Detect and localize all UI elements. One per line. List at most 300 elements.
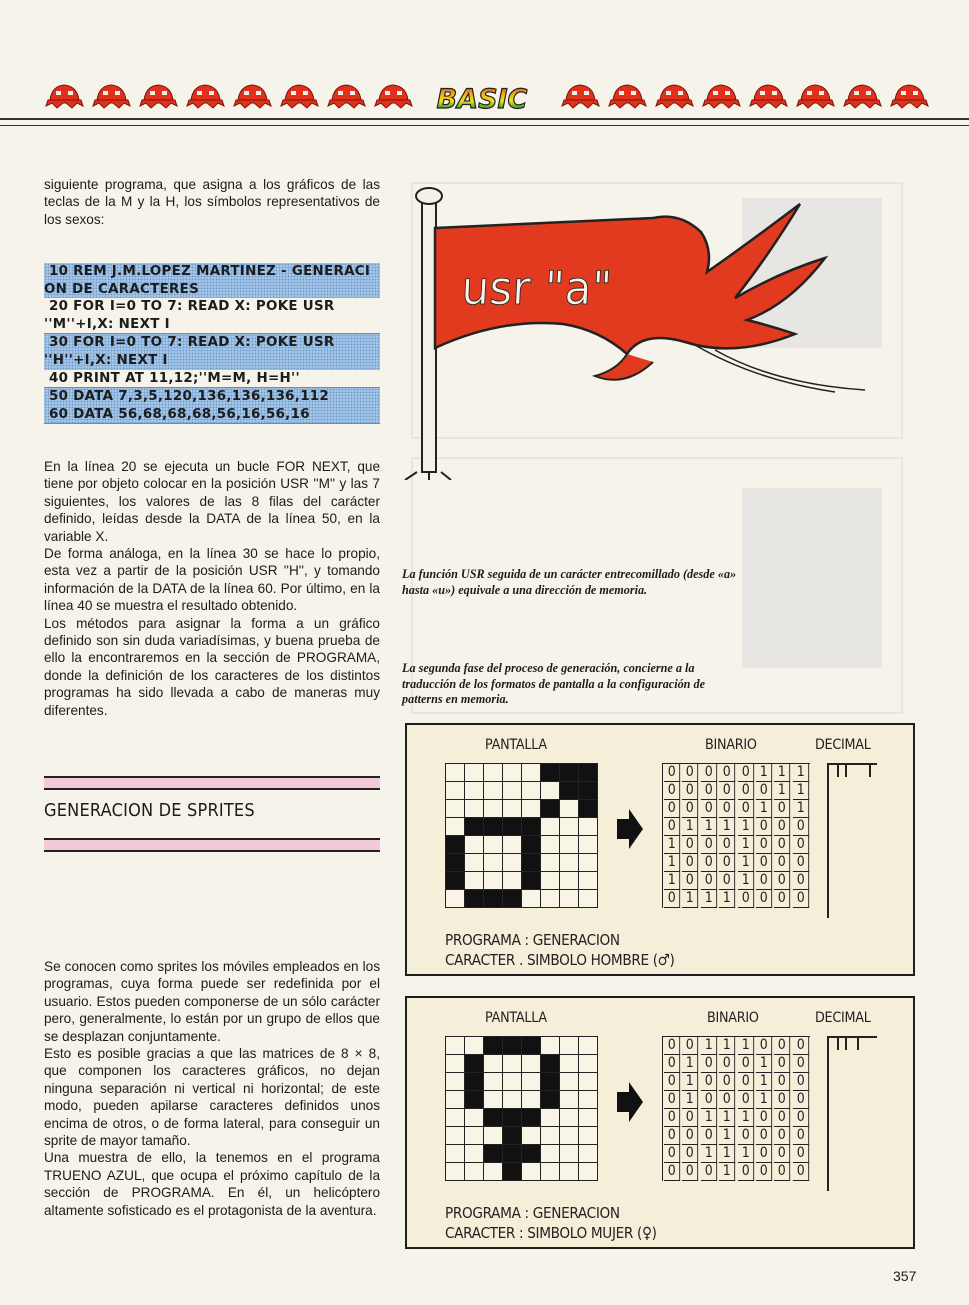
binary-digit: 0	[774, 1109, 791, 1127]
binary-digit: 1	[682, 818, 699, 836]
code-line: 60 DATA 56,68,68,68,56,16,56,16	[44, 406, 380, 424]
binary-digit: 0	[682, 800, 699, 818]
binary-digit: 0	[682, 782, 699, 800]
pixel-cell	[579, 1109, 598, 1127]
pixel-cell	[484, 890, 503, 908]
binary-digit: 1	[719, 818, 736, 836]
pixel-cell	[465, 1037, 484, 1055]
binary-digit: 0	[682, 1109, 699, 1127]
pixel-cell	[465, 818, 484, 836]
binary-digit: 0	[664, 800, 681, 818]
pixel-cell	[484, 1073, 503, 1091]
pixel-cell	[522, 1127, 541, 1145]
binary-digit: 1	[682, 1073, 699, 1091]
paragraph-sprites: Se conocen como sprites los móviles empleados en los programas, cuya forma puede ser redefinida por el usuario. Estos pueden componerse de un sólo carácter pero, generalmente, lo están por un grupo de ellos que se desplazan conjuntamente.	[44, 959, 380, 1044]
pixel-cell	[579, 1127, 598, 1145]
pixel-cell	[560, 1127, 579, 1145]
binary-digit: 0	[774, 800, 791, 818]
pixel-cell	[579, 1163, 598, 1181]
code-listing	[44, 263, 380, 424]
paragraph-line-30: De forma análoga, en la línea 30 se hace lo propio, esta vez a partir de la posición USR ''H'', y tomando información de la DATA de la línea 60. Por último, en la línea 40 se muestra el resultado obtenido.	[44, 546, 380, 614]
pixel-cell	[465, 800, 484, 818]
binary-digit: 0	[701, 872, 718, 890]
section-title: GENERACION DE SPRITES	[44, 800, 255, 821]
binary-digit: 1	[737, 872, 754, 890]
binary-digit: 0	[664, 1073, 681, 1091]
pixel-cell	[522, 764, 541, 782]
binary-digit: 0	[664, 818, 681, 836]
paragraph-matrices: Esto es posible gracias a que las matrices de 8 × 8, que componen los caracteres gráficos, no dejan ninguna separación ni vertical ni horizontal; de este modo, pueden apilarse caracteres definidos unos encima de otros, o de forma lateral, para conseguir un sprite de mayor tamaño.	[44, 1046, 380, 1149]
panel-simbolo-mujer	[405, 996, 915, 1249]
decimal-heading: DECIMAL	[815, 737, 871, 753]
binary-digit: 0	[682, 1145, 699, 1163]
pixel-cell	[503, 1037, 522, 1055]
binary-digit: 0	[701, 854, 718, 872]
pixel-cell	[560, 800, 579, 818]
paragraph-trueno-azul: Una muestra de ello, la tenemos en el programa TRUENO AZUL, que ocupa el próximo capítulo de la sección de PROGRAMA. En él, un helicóptero altamente sofisticado es el protagonista de la aventura.	[44, 1150, 380, 1218]
pixel-cell	[484, 836, 503, 854]
binary-digit: 0	[737, 764, 754, 782]
pixel-cell	[446, 764, 465, 782]
binary-digit: 1	[719, 890, 736, 908]
binary-digit: 1	[664, 836, 681, 854]
binary-digit: 1	[701, 1037, 718, 1055]
header-rule-top	[0, 118, 969, 120]
pixel-cell	[541, 1091, 560, 1109]
binary-digit: 0	[701, 1055, 718, 1073]
binary-digit: 0	[793, 1073, 810, 1091]
pixel-cell	[579, 1145, 598, 1163]
pixel-cell	[503, 800, 522, 818]
binary-digit: 0	[719, 1091, 736, 1109]
pixel-cell	[503, 872, 522, 890]
binary-digit: 0	[737, 890, 754, 908]
binary-digit: 0	[774, 872, 791, 890]
binary-digit: 0	[664, 782, 681, 800]
binary-digit: 1	[682, 1091, 699, 1109]
binary-digit: 0	[793, 1127, 810, 1145]
binary-digit: 0	[719, 782, 736, 800]
binary-digit: 1	[756, 800, 773, 818]
pixel-cell	[579, 1091, 598, 1109]
invader-icon	[138, 80, 179, 110]
binary-digit: 1	[719, 1163, 736, 1181]
binary-digit: 0	[774, 1037, 791, 1055]
binary-digit: 0	[774, 1055, 791, 1073]
binary-digit: 0	[756, 1109, 773, 1127]
pixel-cell	[446, 890, 465, 908]
pixel-cell	[446, 818, 465, 836]
pixel-cell	[541, 800, 560, 818]
binary-digit: 1	[737, 836, 754, 854]
binary-digit: 0	[756, 1127, 773, 1145]
pantalla-heading: PANTALLA	[485, 737, 547, 753]
pixel-cell	[465, 1145, 484, 1163]
pixel-cell	[503, 764, 522, 782]
page-header	[0, 0, 969, 135]
pixel-cell	[522, 1055, 541, 1073]
binary-digit: 0	[664, 1109, 681, 1127]
binary-digit: 0	[719, 872, 736, 890]
pixel-cell	[579, 890, 598, 908]
pixel-cell	[446, 1109, 465, 1127]
basic-logo-text: BASIC	[436, 84, 528, 114]
binary-digit: 0	[701, 1127, 718, 1145]
pixel-cell	[522, 836, 541, 854]
pixel-cell	[503, 1163, 522, 1181]
pixel-cell	[560, 854, 579, 872]
binary-digit: 0	[774, 1127, 791, 1145]
pixel-cell	[465, 1127, 484, 1145]
pixel-cell	[465, 782, 484, 800]
pantalla-heading: PANTALLA	[485, 1010, 547, 1026]
binary-digit: 0	[774, 1091, 791, 1109]
invader-icon	[701, 80, 742, 110]
pixel-cell	[446, 1073, 465, 1091]
binary-digit: 0	[774, 1073, 791, 1091]
decimal-heading: DECIMAL	[815, 1010, 871, 1026]
binary-digit: 1	[737, 1037, 754, 1055]
binary-digit: 1	[756, 764, 773, 782]
pixel-cell	[446, 1055, 465, 1073]
pixel-cell	[484, 872, 503, 890]
pixel-cell	[465, 854, 484, 872]
binary-digit: 0	[719, 836, 736, 854]
pixel-cell	[560, 1163, 579, 1181]
pantalla-grid	[445, 1036, 598, 1181]
pixel-cell	[484, 782, 503, 800]
pixel-cell	[503, 1055, 522, 1073]
basic-logo	[432, 82, 532, 114]
pixel-cell	[503, 836, 522, 854]
pixel-cell	[503, 782, 522, 800]
code-line: 50 DATA 7,3,5,120,136,136,136,112	[44, 388, 380, 406]
binary-digit: 0	[664, 1127, 681, 1145]
invader-row-right	[560, 80, 930, 110]
binary-digit: 1	[682, 890, 699, 908]
pixel-cell	[579, 818, 598, 836]
binary-digit: 0	[774, 1163, 791, 1181]
pixel-cell	[522, 854, 541, 872]
binary-digit: 1	[756, 1091, 773, 1109]
binary-digit: 0	[793, 890, 810, 908]
pixel-cell	[446, 800, 465, 818]
binary-digit: 1	[737, 818, 754, 836]
caracter-line: CARACTER . SIMBOLO HOMBRE (♂)	[445, 951, 675, 969]
code-line: 20 FOR I=0 TO 7: READ X: POKE USR ''M''+I,X: NEXT I	[44, 298, 380, 334]
binary-digit: 0	[737, 1091, 754, 1109]
pixel-cell	[446, 872, 465, 890]
binary-digit: 0	[774, 818, 791, 836]
pixel-cell	[484, 1055, 503, 1073]
pixel-cell	[579, 836, 598, 854]
pixel-cell	[446, 1037, 465, 1055]
binary-digit: 0	[737, 1055, 754, 1073]
pixel-cell	[560, 818, 579, 836]
paragraph-for-next: En la línea 20 se ejecuta un bucle FOR NEXT, que tiene por objeto colocar en la posición USR ''M'' y las 7 siguientes, los valores de las 8 filas del carácter definido, leídas desde la DATA de la línea 50, en la variable X.	[44, 459, 380, 544]
binary-digit: 0	[701, 1163, 718, 1181]
binario-grid	[662, 763, 810, 908]
pixel-cell	[522, 1163, 541, 1181]
pixel-cell	[560, 1037, 579, 1055]
binary-digit: 0	[793, 854, 810, 872]
pixel-cell	[522, 890, 541, 908]
binary-digit: 0	[701, 1073, 718, 1091]
binary-digit: 1	[774, 782, 791, 800]
pixel-cell	[541, 1109, 560, 1127]
binary-digit: 0	[701, 764, 718, 782]
invader-icon	[889, 80, 930, 110]
binary-digit: 0	[737, 1163, 754, 1181]
binary-digit: 0	[756, 1145, 773, 1163]
binary-digit: 0	[664, 1055, 681, 1073]
pixel-cell	[522, 782, 541, 800]
pixel-cell	[465, 1055, 484, 1073]
pixel-cell	[503, 1091, 522, 1109]
binary-digit: 1	[756, 1055, 773, 1073]
pixel-cell	[465, 890, 484, 908]
pixel-cell	[465, 872, 484, 890]
pixel-cell	[541, 818, 560, 836]
binary-digit: 0	[719, 1073, 736, 1091]
binary-digit: 0	[682, 872, 699, 890]
binary-digit: 0	[774, 836, 791, 854]
binary-digit: 0	[682, 1037, 699, 1055]
pixel-cell	[503, 1127, 522, 1145]
pixel-cell	[541, 1073, 560, 1091]
pixel-cell	[541, 1163, 560, 1181]
binary-digit: 0	[793, 836, 810, 854]
binary-digit: 1	[719, 1109, 736, 1127]
binary-digit: 0	[719, 800, 736, 818]
pixel-cell	[541, 782, 560, 800]
binary-digit: 0	[756, 782, 773, 800]
intro-paragraph	[44, 176, 380, 228]
body-paragraphs-2	[44, 958, 380, 1219]
binary-digit: 1	[793, 800, 810, 818]
pixel-cell	[560, 836, 579, 854]
binary-digit: 1	[701, 890, 718, 908]
pixel-cell	[541, 1145, 560, 1163]
pixel-cell	[560, 1073, 579, 1091]
invader-icon	[842, 80, 883, 110]
binary-digit: 0	[737, 1073, 754, 1091]
binary-digit: 0	[793, 1055, 810, 1073]
pixel-cell	[522, 872, 541, 890]
binary-digit: 1	[719, 1145, 736, 1163]
binary-digit: 0	[737, 1127, 754, 1145]
pixel-cell	[541, 854, 560, 872]
binary-digit: 0	[664, 1037, 681, 1055]
binary-digit: 0	[664, 1091, 681, 1109]
invader-icon	[373, 80, 414, 110]
pixel-cell	[560, 890, 579, 908]
binary-digit: 0	[756, 1037, 773, 1055]
binary-digit: 0	[701, 800, 718, 818]
pixel-cell	[484, 1037, 503, 1055]
pixel-cell	[522, 1109, 541, 1127]
decimal-column	[827, 763, 877, 918]
caption-usr: La función USR seguida de un carácter entrecomillado (desde «a» hasta «u») equivale a una dirección de memoria.	[402, 567, 737, 597]
pixel-cell	[541, 836, 560, 854]
binary-digit: 1	[682, 1055, 699, 1073]
pixel-cell	[560, 1145, 579, 1163]
pixel-cell	[541, 872, 560, 890]
pixel-cell	[579, 1037, 598, 1055]
header-rule-bottom	[0, 125, 969, 126]
code-line: 30 FOR I=0 TO 7: READ X: POKE USR ''H''+I,X: NEXT I	[44, 334, 380, 369]
page-number: 357	[893, 1268, 917, 1284]
usr-flag-illustration	[395, 180, 915, 480]
binary-digit: 0	[664, 1163, 681, 1181]
pixel-cell	[579, 764, 598, 782]
pixel-cell	[446, 836, 465, 854]
pixel-cell	[541, 1055, 560, 1073]
binary-digit: 0	[756, 890, 773, 908]
pixel-cell	[579, 854, 598, 872]
invader-icon	[560, 80, 601, 110]
pixel-cell	[446, 854, 465, 872]
binary-digit: 0	[682, 1163, 699, 1181]
pixel-cell	[541, 1127, 560, 1145]
pixel-cell	[446, 1091, 465, 1109]
invader-icon	[44, 80, 85, 110]
binary-digit: 1	[664, 854, 681, 872]
binario-heading: BINARIO	[705, 737, 757, 753]
invader-icon	[185, 80, 226, 110]
invader-icon	[607, 80, 648, 110]
binary-digit: 0	[756, 872, 773, 890]
invader-icon	[326, 80, 367, 110]
pixel-cell	[503, 818, 522, 836]
pixel-cell	[503, 1145, 522, 1163]
binary-digit: 0	[793, 1037, 810, 1055]
pixel-cell	[541, 890, 560, 908]
binary-digit: 1	[701, 1109, 718, 1127]
binary-digit: 0	[774, 890, 791, 908]
pixel-cell	[484, 1163, 503, 1181]
invader-icon	[279, 80, 320, 110]
pixel-cell	[579, 1055, 598, 1073]
binary-digit: 0	[756, 836, 773, 854]
flag-label: usr "a"	[460, 260, 614, 316]
binary-digit: 0	[701, 1091, 718, 1109]
code-line: 40 PRINT AT 11,12;''M=M, H=H''	[44, 370, 380, 389]
binary-digit: 0	[756, 818, 773, 836]
binary-digit: 1	[737, 1145, 754, 1163]
pixel-cell	[541, 1037, 560, 1055]
binary-digit: 1	[719, 1037, 736, 1055]
pixel-cell	[484, 1127, 503, 1145]
pixel-cell	[522, 800, 541, 818]
binary-digit: 0	[774, 854, 791, 872]
pixel-cell	[579, 800, 598, 818]
pixel-cell	[484, 800, 503, 818]
invader-icon	[232, 80, 273, 110]
pixel-cell	[522, 1037, 541, 1055]
binary-digit: 0	[793, 1109, 810, 1127]
pixel-cell	[560, 1109, 579, 1127]
pixel-cell	[465, 1163, 484, 1181]
caracter-line: CARACTER : SIMBOLO MUJER (♀)	[445, 1224, 657, 1242]
binary-digit: 0	[682, 1127, 699, 1145]
paragraph-methods: Los métodos para asignar la forma a un gráfico definido son sin duda variadísimas, y buena prueba de ello la encontraremos en la sección de PROGRAMA, donde la definición de los caracteres de los distintos programas ha sido llevada a cabo de maneras muy diferentes.	[44, 615, 380, 718]
binary-digit: 0	[774, 1145, 791, 1163]
binary-digit: 0	[719, 764, 736, 782]
body-paragraphs-1	[44, 458, 380, 719]
binary-digit: 0	[682, 836, 699, 854]
pixel-cell	[465, 836, 484, 854]
pixel-cell	[484, 1109, 503, 1127]
pixel-cell	[541, 764, 560, 782]
binary-digit: 0	[737, 782, 754, 800]
programa-line: PROGRAMA : GENERACION	[445, 1204, 620, 1222]
pixel-cell	[484, 854, 503, 872]
binary-digit: 0	[719, 854, 736, 872]
pixel-cell	[503, 890, 522, 908]
arrow-right-icon	[615, 1080, 645, 1124]
pixel-cell	[484, 1145, 503, 1163]
binary-digit: 0	[701, 836, 718, 854]
pixel-cell	[446, 1127, 465, 1145]
pixel-cell	[579, 782, 598, 800]
pixel-cell	[465, 1091, 484, 1109]
binary-digit: 0	[756, 1163, 773, 1181]
invader-icon	[654, 80, 695, 110]
binary-digit: 0	[793, 872, 810, 890]
pixel-cell	[522, 818, 541, 836]
binary-digit: 0	[793, 1145, 810, 1163]
pixel-cell	[465, 764, 484, 782]
pixel-cell	[522, 1145, 541, 1163]
binary-digit: 0	[701, 782, 718, 800]
binary-digit: 0	[664, 764, 681, 782]
pixel-cell	[560, 1055, 579, 1073]
pixel-cell	[560, 764, 579, 782]
invader-icon	[91, 80, 132, 110]
binary-digit: 1	[793, 782, 810, 800]
pixel-cell	[560, 872, 579, 890]
pixel-cell	[503, 1109, 522, 1127]
intro-text: siguiente programa, que asigna a los gráficos de las teclas de la M y la H, los símbolos representativos de los sexos:	[44, 177, 380, 227]
invader-icon	[748, 80, 789, 110]
binary-digit: 1	[793, 764, 810, 782]
binary-digit: 0	[682, 764, 699, 782]
binary-digit: 1	[719, 1127, 736, 1145]
binary-digit: 1	[737, 1109, 754, 1127]
binario-grid	[662, 1036, 810, 1181]
binary-digit: 0	[756, 854, 773, 872]
pixel-cell	[522, 1073, 541, 1091]
section-bar-top	[44, 776, 380, 790]
programa-line: PROGRAMA : GENERACION	[445, 931, 620, 949]
binary-digit: 1	[756, 1073, 773, 1091]
binary-digit: 1	[774, 764, 791, 782]
code-line: 10 REM J.M.LOPEZ MARTINEZ - GENERACION DE CARACTERES	[44, 263, 380, 298]
pixel-cell	[465, 1109, 484, 1127]
invader-icon	[795, 80, 836, 110]
pantalla-grid	[445, 763, 598, 908]
pixel-cell	[560, 1091, 579, 1109]
pixel-cell	[579, 1073, 598, 1091]
pixel-cell	[484, 818, 503, 836]
arrow-right-icon	[615, 807, 645, 851]
binary-digit: 0	[737, 800, 754, 818]
binary-digit: 0	[793, 1163, 810, 1181]
caption-second-phase: La segunda fase del proceso de generación, concierne a la traducción de los formatos de pantalla a la configuración de patterns en memoria.	[402, 661, 706, 706]
pixel-cell	[484, 764, 503, 782]
pixel-cell	[522, 1091, 541, 1109]
